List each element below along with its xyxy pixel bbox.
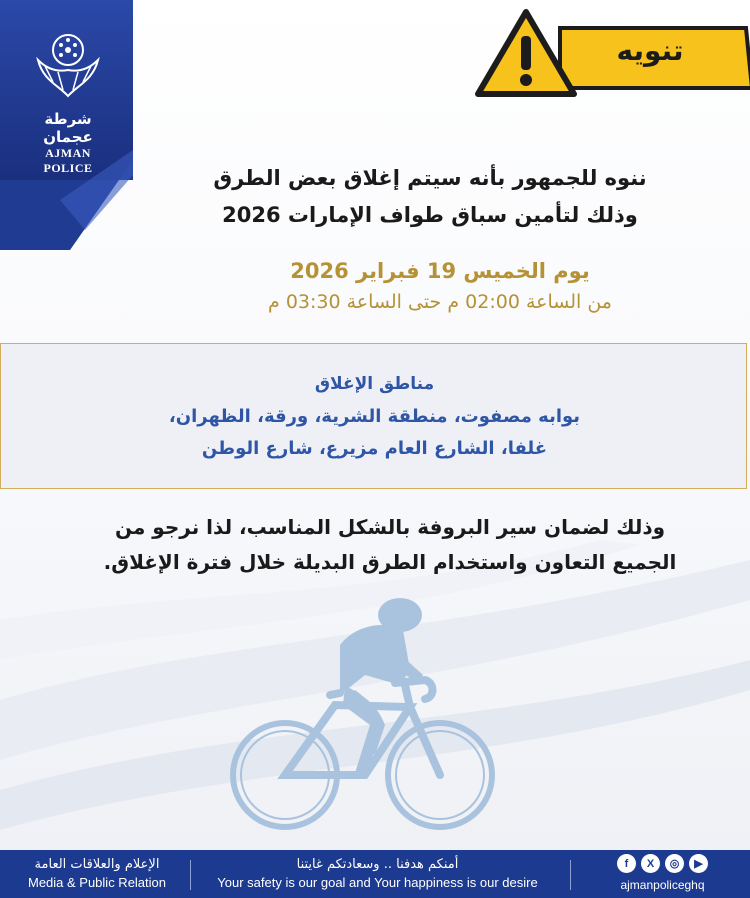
department-english: Media & Public Relation xyxy=(27,875,167,890)
x-icon[interactable]: X xyxy=(641,854,660,873)
social-icons xyxy=(580,854,745,876)
social-handle[interactable]: ajmanpoliceghq xyxy=(620,878,705,892)
footer-bar xyxy=(0,850,750,898)
announcement-line-2: وذلك لتأمين سباق طواف الإمارات 2026 xyxy=(222,203,638,227)
zones-title: مناطق الإغلاق xyxy=(314,374,435,394)
slogan-block xyxy=(200,856,555,892)
closure-zones-box xyxy=(0,343,747,489)
department-block xyxy=(12,856,182,892)
ajman-police-logo xyxy=(22,30,114,180)
social-block xyxy=(580,854,745,894)
note-line-1: وذلك لضمان سير البروفة بالشكل المناسب، لذا نرجو من xyxy=(114,515,666,539)
logo-english-text: AJMAN POLICE xyxy=(43,146,93,175)
slogan-english: Your safety is our goal and Your happiness is our desire xyxy=(217,875,538,890)
youtube-icon[interactable]: ▶ xyxy=(689,854,708,873)
zones-line-2: غلفا، الشارع العام مزيرع، شارع الوطن xyxy=(201,438,548,459)
note-line-2: الجميع التعاون واستخدام الطرق البديلة خلال فترة الإغلاق. xyxy=(103,550,677,574)
cyclist-illustration xyxy=(225,575,505,835)
department-arabic: الإعلام والعلاقات العامة xyxy=(34,857,160,872)
date-time-block xyxy=(230,256,650,318)
footer-divider xyxy=(190,860,191,890)
announcement-text xyxy=(160,160,700,234)
cooperation-note xyxy=(70,510,710,580)
zones-line-1: بوابه مصفوت، منطقة الشرية، ورقة، الظهران، xyxy=(168,406,581,427)
logo-arabic-text: شرطة عجمان xyxy=(43,110,93,146)
warning-label-text: تنويه xyxy=(616,34,684,67)
instagram-icon[interactable]: ◎ xyxy=(665,854,684,873)
event-time: من الساعة 02:00 م حتى الساعة 03:30 م xyxy=(268,291,612,313)
eagle-emblem-icon xyxy=(33,30,103,102)
slogan-arabic: أمنكم هدفنا .. وسعادتكم غايتنا xyxy=(296,857,459,872)
warning-icon xyxy=(474,8,578,98)
footer-divider xyxy=(570,860,571,890)
announcement-line-1: ننوه للجمهور بأنه سيتم إغلاق بعض الطرق xyxy=(213,166,647,190)
facebook-icon[interactable]: f xyxy=(617,854,636,873)
event-date: يوم الخميس 19 فبراير 2026 xyxy=(290,259,590,283)
